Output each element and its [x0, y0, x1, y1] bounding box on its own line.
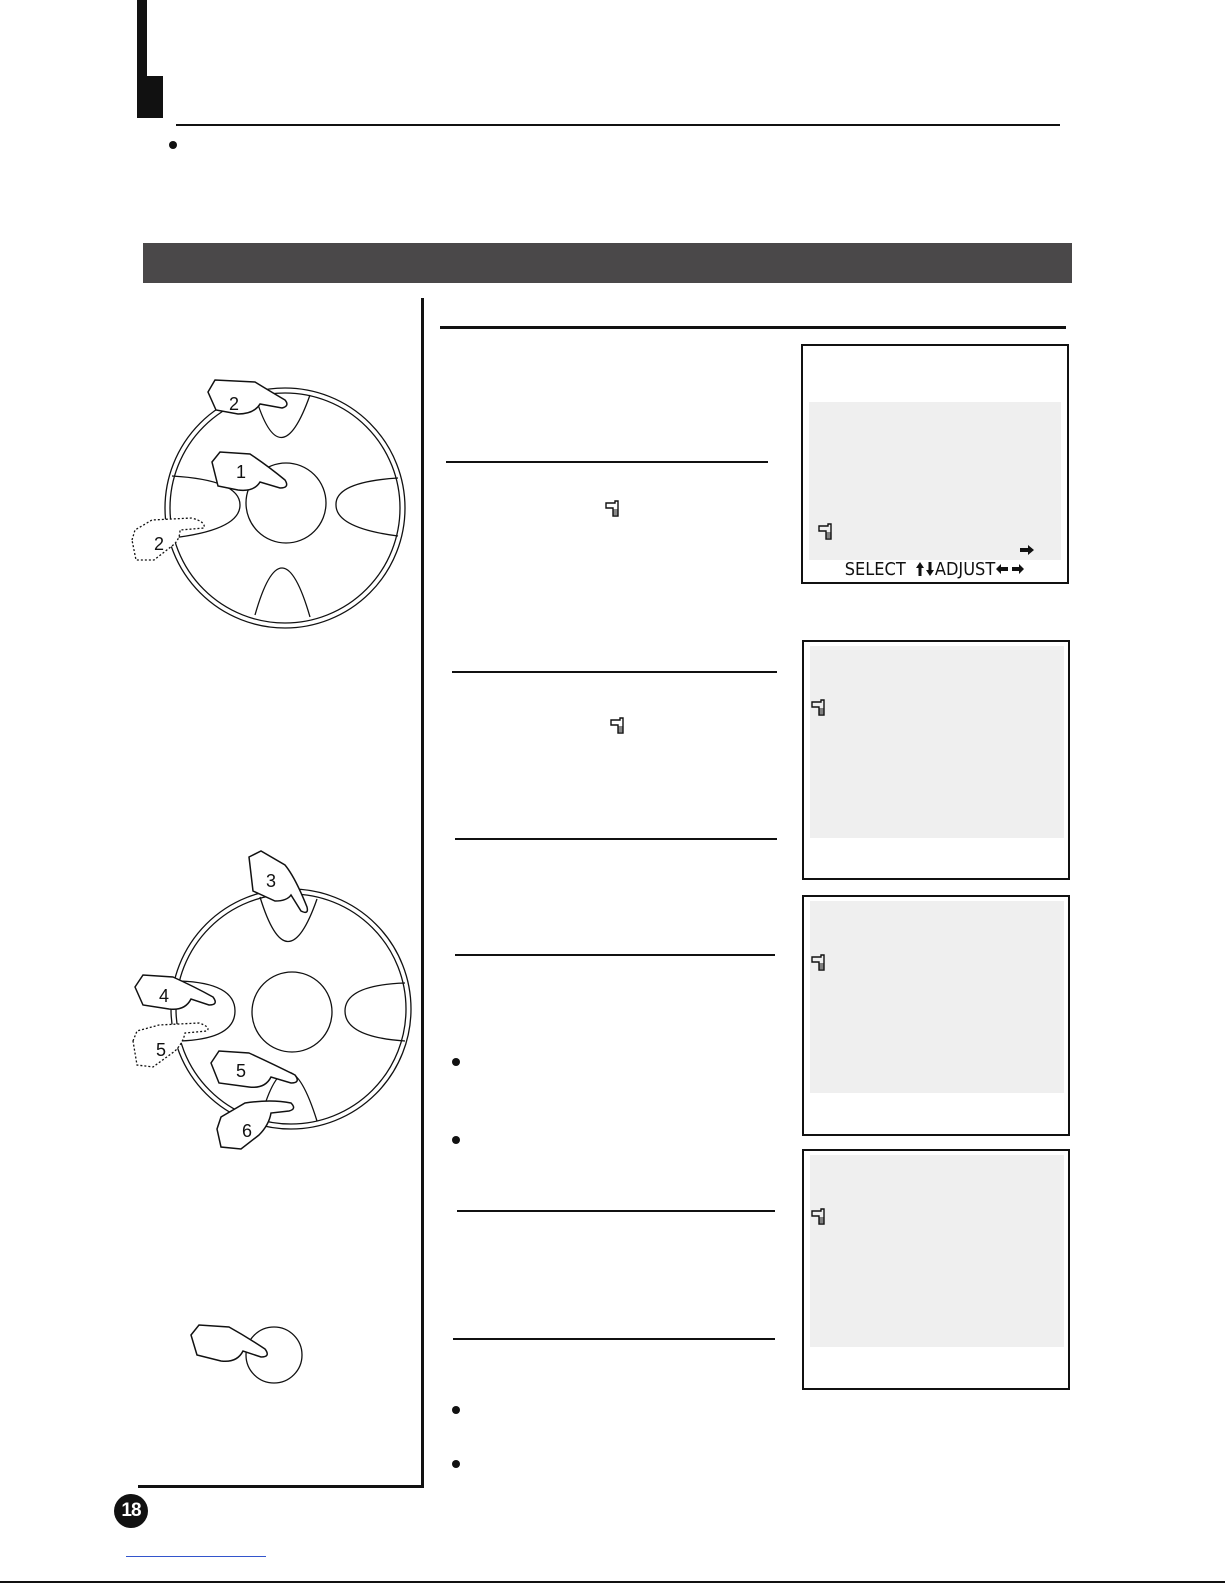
bottom-edge-line — [0, 1581, 1225, 1583]
callout-label: 2 — [228, 394, 240, 414]
right-column-heading-rule — [440, 326, 1066, 329]
hand-pointer-icon — [191, 1325, 267, 1361]
step-rule-3 — [455, 838, 777, 840]
hand-pointer-icon — [810, 698, 830, 718]
hand-pointer-icon — [211, 1051, 297, 1087]
note-bullet — [452, 1406, 460, 1414]
hand-pointer-icon — [208, 380, 287, 414]
arrow-down-icon — [925, 561, 935, 577]
hand-pointer-icon — [609, 716, 629, 736]
intro-bullet — [169, 141, 177, 149]
select-label: SELECT — [844, 559, 906, 580]
top-rule — [176, 124, 1060, 126]
step-rule-4 — [455, 954, 775, 956]
section-tab-block — [137, 76, 163, 118]
bottom-rule — [138, 1485, 424, 1488]
hand-pointer-icon — [212, 452, 287, 490]
arrow-right-icon — [1019, 544, 1035, 556]
arrow-left-icon — [995, 563, 1009, 575]
arrow-up-icon — [915, 561, 925, 577]
footer-link[interactable] — [126, 1556, 266, 1557]
osd-menu-area — [810, 901, 1064, 1093]
remote-navigation-diagram-1 — [120, 370, 410, 635]
hand-pointer-icon — [817, 522, 837, 542]
osd-screen-4 — [802, 1149, 1070, 1390]
osd-screen-1 — [801, 344, 1069, 584]
menu-button-diagram — [185, 1315, 310, 1395]
adjust-label: ADJUST — [934, 559, 996, 580]
osd-menu-area — [809, 402, 1061, 560]
step-rule-5 — [457, 1210, 775, 1212]
hand-pointer-icon — [135, 975, 215, 1009]
osd-menu-area — [810, 646, 1064, 838]
arrow-right-icon — [1011, 563, 1025, 575]
note-bullet — [452, 1136, 460, 1144]
hand-pointer-icon — [133, 1023, 208, 1067]
step-rule-2 — [452, 671, 777, 673]
hand-pointer-icon — [810, 1207, 830, 1227]
step-rule-1 — [446, 461, 768, 463]
osd-select-adjust-bar — [803, 559, 1067, 580]
note-bullet — [452, 1058, 460, 1066]
callout-label: 3 — [265, 871, 277, 891]
column-divider — [421, 298, 424, 1488]
section-header-bar — [143, 243, 1072, 283]
callout-label: 5 — [235, 1061, 247, 1081]
osd-screen-3 — [802, 895, 1070, 1136]
hand-pointer-icon — [217, 1101, 294, 1149]
hand-pointer-icon — [132, 518, 204, 560]
callout-label: 5 — [155, 1040, 167, 1060]
hand-pointer-icon — [604, 499, 624, 519]
osd-screen-2 — [802, 640, 1070, 880]
page-number: 18 — [114, 1494, 148, 1528]
callout-label: 6 — [241, 1121, 253, 1141]
note-bullet — [452, 1460, 460, 1468]
step-rule-6 — [453, 1338, 775, 1340]
hand-pointer-icon — [810, 953, 830, 973]
callout-label: 4 — [158, 986, 170, 1006]
callout-label: 2 — [153, 534, 165, 554]
remote-navigation-diagram-2 — [125, 845, 415, 1155]
osd-menu-area — [810, 1155, 1064, 1347]
callout-label: 1 — [235, 462, 247, 482]
hand-pointer-icon — [249, 851, 307, 912]
